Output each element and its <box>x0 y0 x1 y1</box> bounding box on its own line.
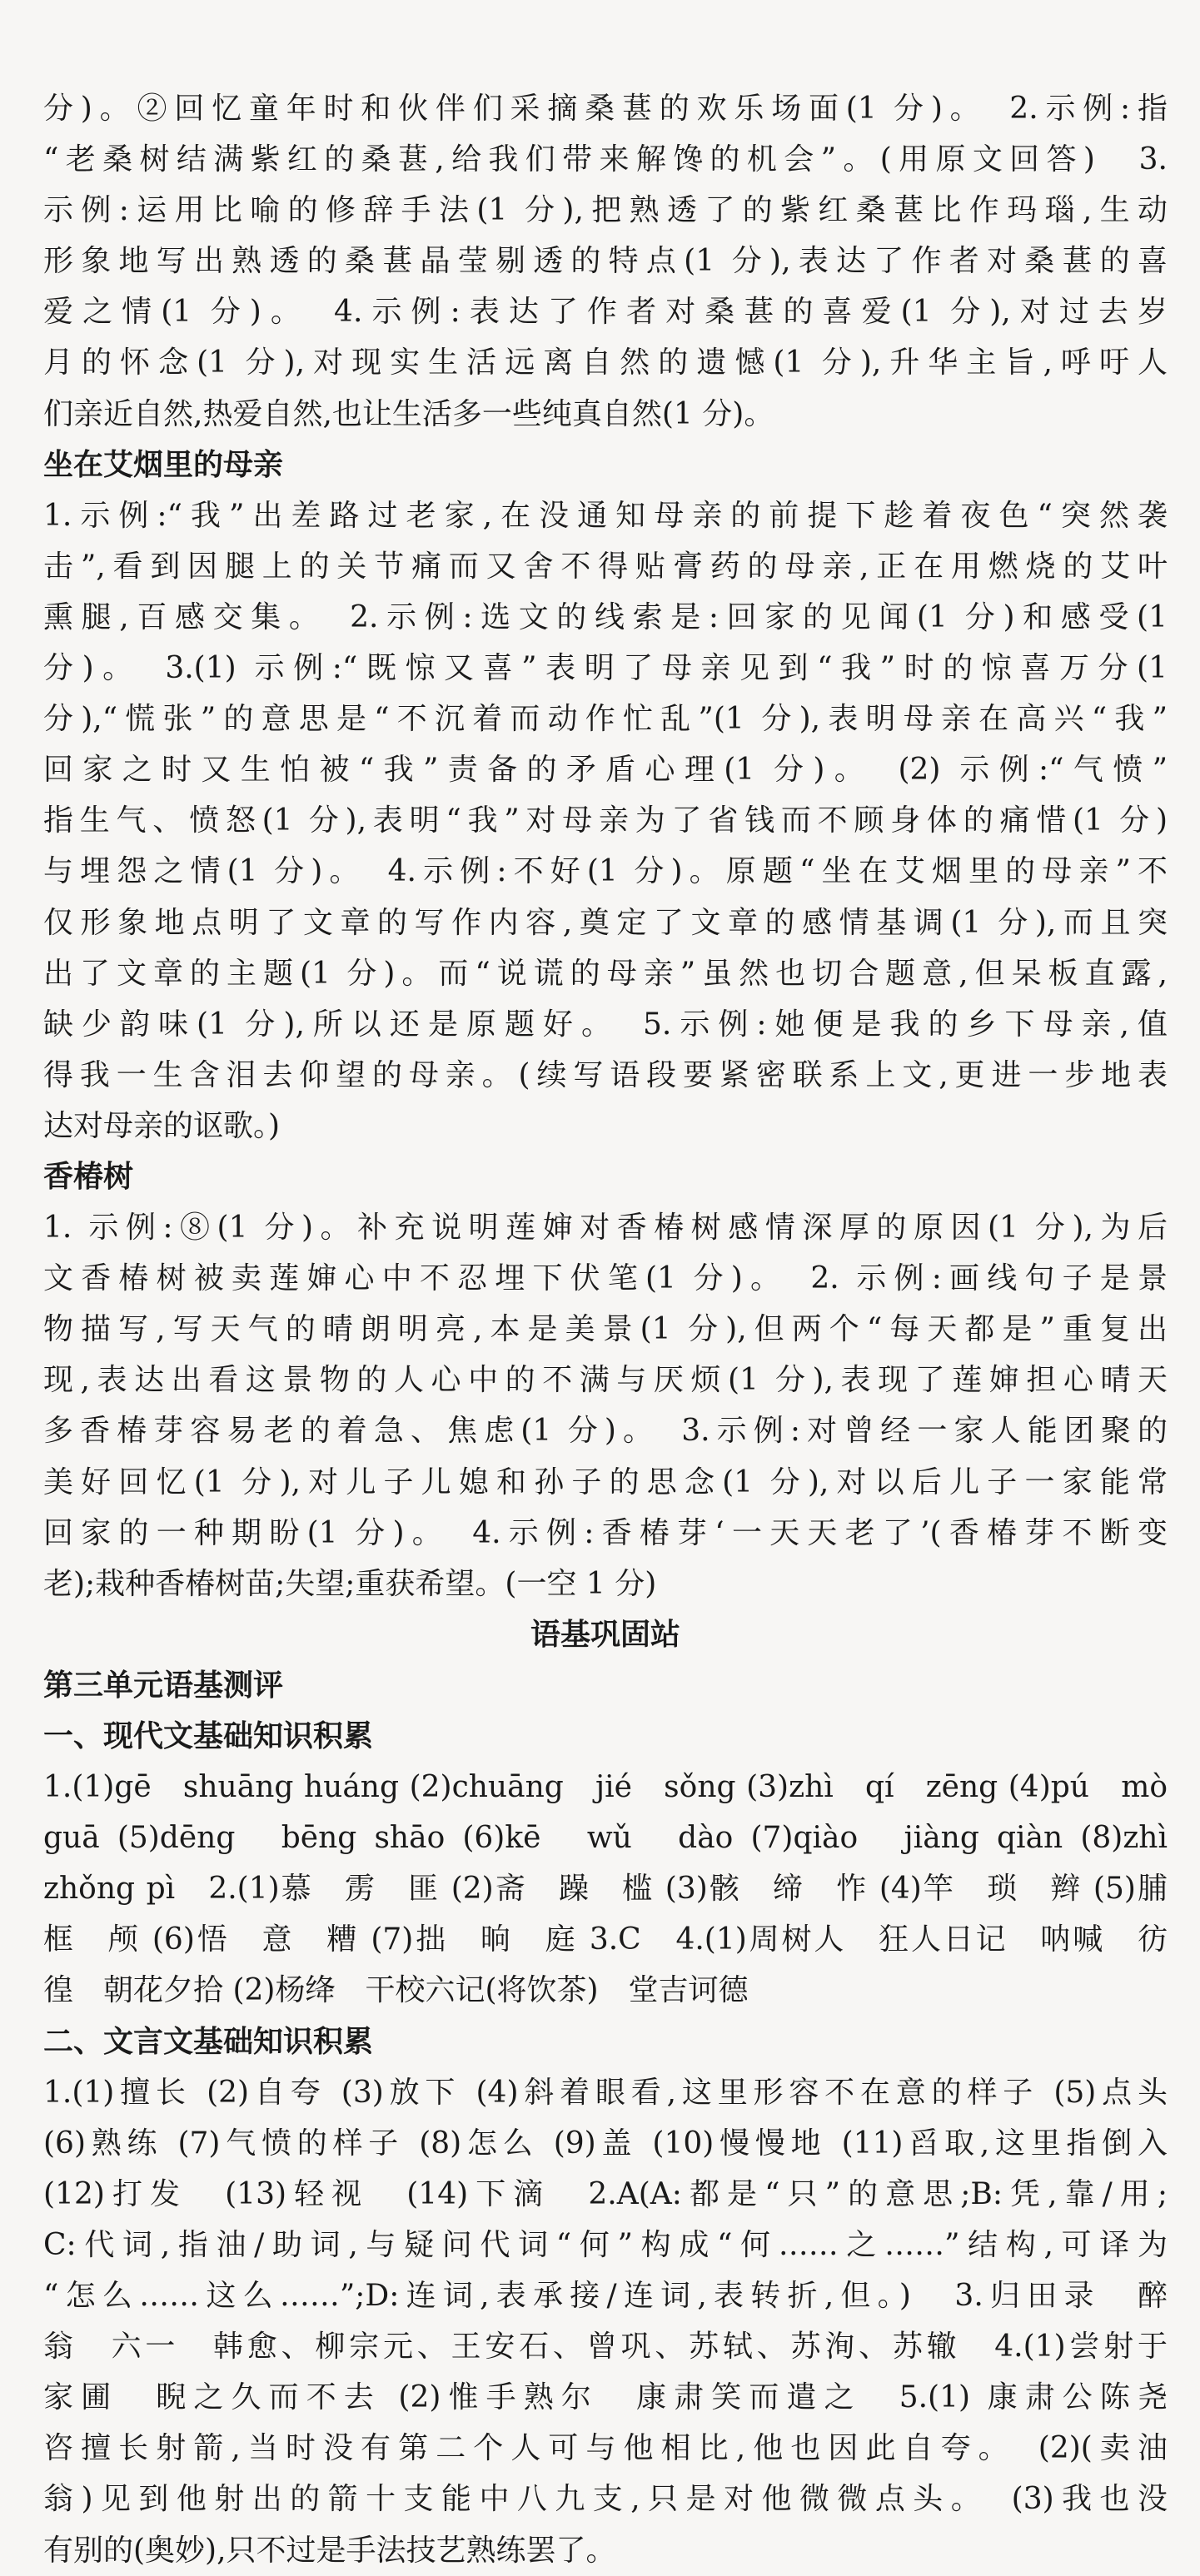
text-line: 月的怀念(1 分),对现实生活远离自然的遗憾(1 分),升华主旨,呼吁人 <box>43 346 1168 380</box>
text-line: 击”,看到因腿上的关节痛而又舍不得贴膏药的母亲,正在用燃烧的艾叶 <box>43 549 1168 584</box>
text-line: 家圃 睨之久而不去 (2)惟手熟尔 康肃笑而遣之 5.(1) 康肃公陈尧 <box>43 2380 1168 2415</box>
answer-page <box>43 83 1168 2576</box>
text-line: 美好回忆(1 分),对儿子儿媳和孙子的思念(1 分),对以后儿子一家能常 <box>43 1465 1168 1499</box>
text-line: 分),“慌张”的意思是“不沉着而动作忙乱”(1 分),表明母亲在高兴“我” <box>43 702 1168 737</box>
text-line: 1.示例:“我”出差路过老家,在没通知母亲的前提下趁着夜色“突然袭 <box>43 498 1168 533</box>
text-line: “老桑树结满紫红的桑葚,给我们带来解馋的机会”。(用原文回答) 3. <box>43 142 1168 177</box>
text-line: 有别的(奥妙),只不过是手法技艺熟练罢了。 <box>43 2533 616 2568</box>
text-line: 框 颅 (6)悟 意 糟 (7)拙 晌 庭 3.C 4.(1)周树人 狂人日记 呐喊 彷 <box>43 1922 1168 1957</box>
text-line: 文香椿树被卖莲婶心中不忍埋下伏笔(1 分)。 2. 示例:画线句子是景 <box>43 1261 1168 1296</box>
text-line: 回家之时又生怕被“我”责备的矛盾心理(1 分)。 (2) 示例:“气愤” <box>43 753 1168 788</box>
text-line: 仅形象地点明了文章的写作内容,奠定了文章的感情基调(1 分),而且突 <box>43 905 1168 940</box>
text-line: 得我一生含泪去仰望的母亲。(续写语段要紧密联系上文,更进一步地表 <box>43 1057 1168 1092</box>
heading-mother-in-moxa-smoke: 坐在艾烟里的母亲 <box>43 447 284 482</box>
heading-classical-chinese: 二、文言文基础知识积累 <box>43 2024 374 2059</box>
answer-section-toon-tree <box>43 1202 1168 1609</box>
text-line: 咨擅长射箭,当时没有第二个人可与他相比,他也因此自夸。 (2)(卖油 <box>43 2431 1168 2466</box>
text-line: 翁 六一 韩愈、柳宗元、王安石、曾巩、苏轼、苏洵、苏辙 4.(1)尝射于 <box>43 2330 1168 2365</box>
text-line: 现,表达出看这景物的人心中的不满与厌烦(1 分),表现了莲婶担心晴天 <box>43 1363 1168 1398</box>
text-line: C:代词,指油/助词,与疑问代词“何”构成“何……之……”结构,可译为 <box>43 2227 1168 2262</box>
text-line: 爱之情(1 分)。 4.示例:表达了作者对桑葚的喜爱(1 分),对过去岁 <box>43 295 1168 330</box>
text-line: 物描写,写天气的晴朗明亮,本是美景(1 分),但两个“每天都是”重复出 <box>43 1312 1168 1347</box>
text-line: 熏腿,百感交集。 2.示例:选文的线索是:回家的见闻(1 分)和感受(1 <box>43 599 1168 634</box>
text-line: 达对母亲的讴歌。) <box>43 1108 281 1143</box>
answer-section-mother <box>43 490 1168 1151</box>
heading-toon-tree: 香椿树 <box>43 1159 134 1194</box>
text-line: (6)熟练 (7)气愤的样子 (8)怎么 (9)盖 (10)慢慢地 (11)舀取,这里指倒入 <box>43 2126 1168 2161</box>
text-line: 翁)见到他射出的箭十支能中八九支,只是对他微微点头。 (3)我也没 <box>43 2482 1168 2517</box>
text-line: 出了文章的主题(1 分)。而“说谎的母亲”虽然也切合题意,但呆板直露, <box>43 956 1168 991</box>
text-line: 们亲近自然,热爱自然,也让生活多一些纯真自然(1 分)。 <box>43 396 774 431</box>
text-line: 回家的一种期盼(1 分)。 4.示例:香椿芽‘一天天老了’(香椿芽不断变 <box>43 1515 1168 1550</box>
text-line: 分)。②回忆童年时和伙伴们采摘桑葚的欢乐场面(1 分)。 2.示例:指 <box>43 92 1168 126</box>
text-line: 1.(1)gē shuāng huáng (2)chuāng jié sǒng (3)zhì qí zēng (4)pú mò <box>43 1770 1168 1805</box>
text-line: guā (5)dēng bēng shāo (6)kē wǔ dào (7)qiào jiàng qiàn (8)zhì <box>43 1821 1168 1856</box>
text-line: 徨 朝花夕拾 (2)杨绛 干校六记(将饮茶) 堂吉诃德 <box>43 1973 749 2008</box>
text-line: “怎么……这么……”;D:连词,表承接/连词,表转折,但。) 3.归田录 醉 <box>43 2279 1168 2314</box>
text-line: 指生气、愤怒(1 分),表明“我”对母亲为了省钱而不顾身体的痛惜(1 分) <box>43 803 1168 838</box>
text-line: 1. 示例:⑧(1 分)。补充说明莲婶对香椿树感情深厚的原因(1 分),为后 <box>43 1211 1168 1246</box>
text-line: zhǒng pì 2.(1)慕 雳 匪 (2)斋 躁 槛 (3)骸 缔 怍 (4)竿 琐 辫 (5)脯 <box>43 1872 1168 1907</box>
heading-language-foundation: 语基巩固站 <box>530 1617 680 1652</box>
text-line: 缺少韵味(1 分),所以还是原题好。 5.示例:她便是我的乡下母亲,值 <box>43 1007 1168 1042</box>
text-line: 与埋怨之情(1 分)。 4.示例:不好(1 分)。原题“坐在艾烟里的母亲”不 <box>43 854 1168 889</box>
text-line: 形象地写出熟透的桑葚晶莹剔透的特点(1 分),表达了作者对桑葚的喜 <box>43 244 1168 279</box>
text-line: 老);栽种香椿树苗;失望;重获希望。(一空 1 分) <box>43 1566 657 1601</box>
text-line: 分)。 3.(1) 示例:“既惊又喜”表明了母亲见到“我”时的惊喜万分(1 <box>43 651 1168 686</box>
text-line: 示例:运用比喻的修辞手法(1 分),把熟透了的紫红桑葚比作玛瑙,生动 <box>43 193 1168 228</box>
text-line: 多香椿芽容易老的着急、焦虑(1 分)。 3.示例:对曾经一家人能团聚的 <box>43 1414 1168 1449</box>
text-line: 1.(1)擅长 (2)自夸 (3)放下 (4)斜着眼看,这里形容不在意的样子 (5)点头 <box>43 2075 1168 2110</box>
text-line: (12)打发 (13)轻视 (14)下滴 2.A(A:都是“只”的意思;B:凭,靠/用; <box>43 2176 1168 2211</box>
answer-section-classical-chinese <box>43 2067 1168 2576</box>
heading-unit-three-test: 第三单元语基测评 <box>43 1668 284 1703</box>
answer-section-sangshen <box>43 83 1168 440</box>
answer-section-modern-chinese <box>43 1762 1168 2016</box>
heading-modern-chinese: 一、现代文基础知识积累 <box>43 1719 374 1753</box>
